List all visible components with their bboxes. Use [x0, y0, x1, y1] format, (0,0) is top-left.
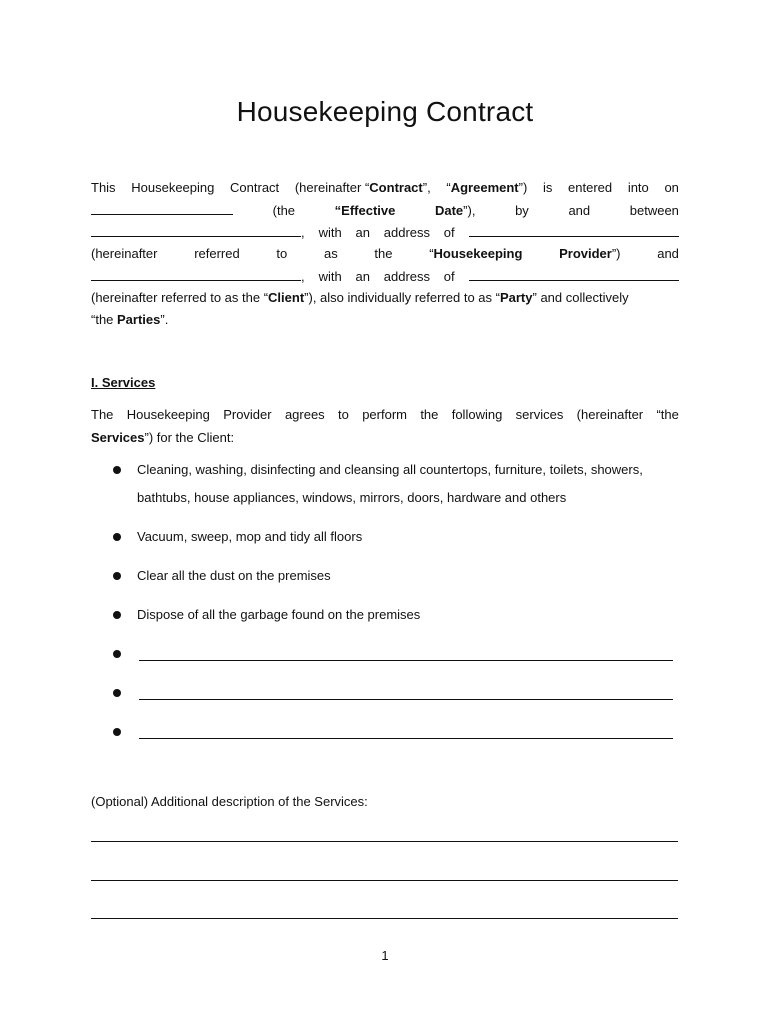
intro-word: of — [443, 269, 455, 284]
intro-line-2 — [91, 200, 679, 220]
intro-line-1 — [91, 178, 679, 198]
intro-word: on — [664, 180, 679, 195]
intro-word: address — [383, 225, 430, 240]
intro-word: the — [374, 246, 393, 261]
intro-word: to — [276, 246, 288, 261]
effective-date-blank[interactable] — [91, 200, 233, 215]
provider-address-blank[interactable] — [469, 222, 679, 237]
para-word: agrees — [284, 407, 325, 422]
document-title: Housekeeping Contract — [236, 96, 534, 127]
list-item: Cleaning, washing, disinfecting and cleansing all countertops, furniture, toilets, showers, — [137, 462, 643, 477]
intro-word: “Agreement”) — [446, 180, 528, 195]
intro-word: (the — [272, 203, 296, 218]
intro-word: “Housekeeping — [429, 246, 523, 261]
intro-word: of — [443, 225, 455, 240]
bullet-icon — [113, 728, 121, 736]
intro-line-6: (hereinafter referred to as the “Client”), also individually referred to as “Party” and collectively — [91, 290, 629, 305]
intro-word: This — [91, 180, 116, 195]
bullet-icon — [113, 650, 121, 658]
optional-description-line[interactable] — [91, 841, 678, 842]
intro-word: between — [629, 203, 679, 218]
intro-word: Housekeeping — [131, 180, 215, 195]
intro-word: and — [568, 203, 591, 218]
bullet-icon — [113, 466, 121, 474]
intro-word: referred — [194, 246, 240, 261]
service-blank-line[interactable] — [139, 699, 673, 700]
bullet-icon — [113, 611, 121, 619]
para-word: perform — [362, 407, 407, 422]
client-name-blank[interactable] — [91, 266, 301, 281]
intro-word: with — [318, 269, 342, 284]
intro-word: Contract — [230, 180, 280, 195]
bullet-icon — [113, 689, 121, 697]
para-word: the — [420, 407, 439, 422]
intro-word: (hereinafter “Contract”, — [294, 180, 431, 195]
optional-description-line[interactable] — [91, 880, 678, 881]
client-address-blank[interactable] — [469, 266, 679, 281]
para-word: services — [515, 407, 564, 422]
intro-phrase — [319, 223, 455, 243]
services-heading: I. Services — [91, 375, 156, 390]
intro-word: (hereinafter — [91, 246, 158, 261]
para-word: Provider — [223, 407, 272, 422]
intro-word: , — [301, 225, 305, 240]
para-word: The — [91, 407, 114, 422]
intro-word: Date”), — [434, 203, 476, 218]
para-word: to — [338, 407, 349, 422]
intro-word: , — [301, 269, 305, 284]
intro-word: and — [657, 246, 679, 261]
intro-line-3 — [91, 222, 679, 242]
intro-line-5 — [91, 266, 679, 286]
list-item: Vacuum, sweep, mop and tidy all floors — [137, 529, 363, 544]
para-word: “the — [656, 407, 679, 422]
intro-word: is — [542, 180, 553, 195]
intro-word: as — [323, 246, 338, 261]
optional-description-label: (Optional) Additional description of the Services: — [91, 794, 368, 809]
intro-word: Provider”) — [559, 246, 621, 261]
services-para-line-2: Services”) for the Client: — [91, 430, 235, 445]
para-word: (hereinafter — [576, 407, 644, 422]
intro-phrase — [319, 267, 455, 287]
service-blank-line[interactable] — [139, 660, 673, 661]
bullet-icon — [113, 572, 121, 580]
optional-description-line[interactable] — [91, 918, 678, 919]
services-para-line-1 — [91, 405, 679, 425]
page-number: 1 — [381, 948, 389, 963]
service-blank-line[interactable] — [139, 738, 673, 739]
bullet-icon — [113, 533, 121, 541]
list-item: Dispose of all the garbage found on the premises — [137, 607, 421, 622]
intro-line-7: “the Parties”. — [91, 312, 169, 327]
intro-word: “Effective — [334, 203, 396, 218]
list-item: Clear all the dust on the premises — [137, 568, 331, 583]
intro-word: an — [355, 225, 370, 240]
intro-word: with — [318, 225, 342, 240]
intro-word: an — [355, 269, 370, 284]
para-word: following — [451, 407, 503, 422]
intro-word: entered — [568, 180, 613, 195]
intro-line-4 — [91, 244, 679, 264]
para-word: Housekeeping — [126, 407, 210, 422]
provider-name-blank[interactable] — [91, 222, 301, 237]
intro-word: address — [383, 269, 430, 284]
intro-word: by — [515, 203, 529, 218]
list-item-continuation: bathtubs, house appliances, windows, mirrors, doors, hardware and others — [137, 490, 567, 505]
intro-word: into — [627, 180, 649, 195]
